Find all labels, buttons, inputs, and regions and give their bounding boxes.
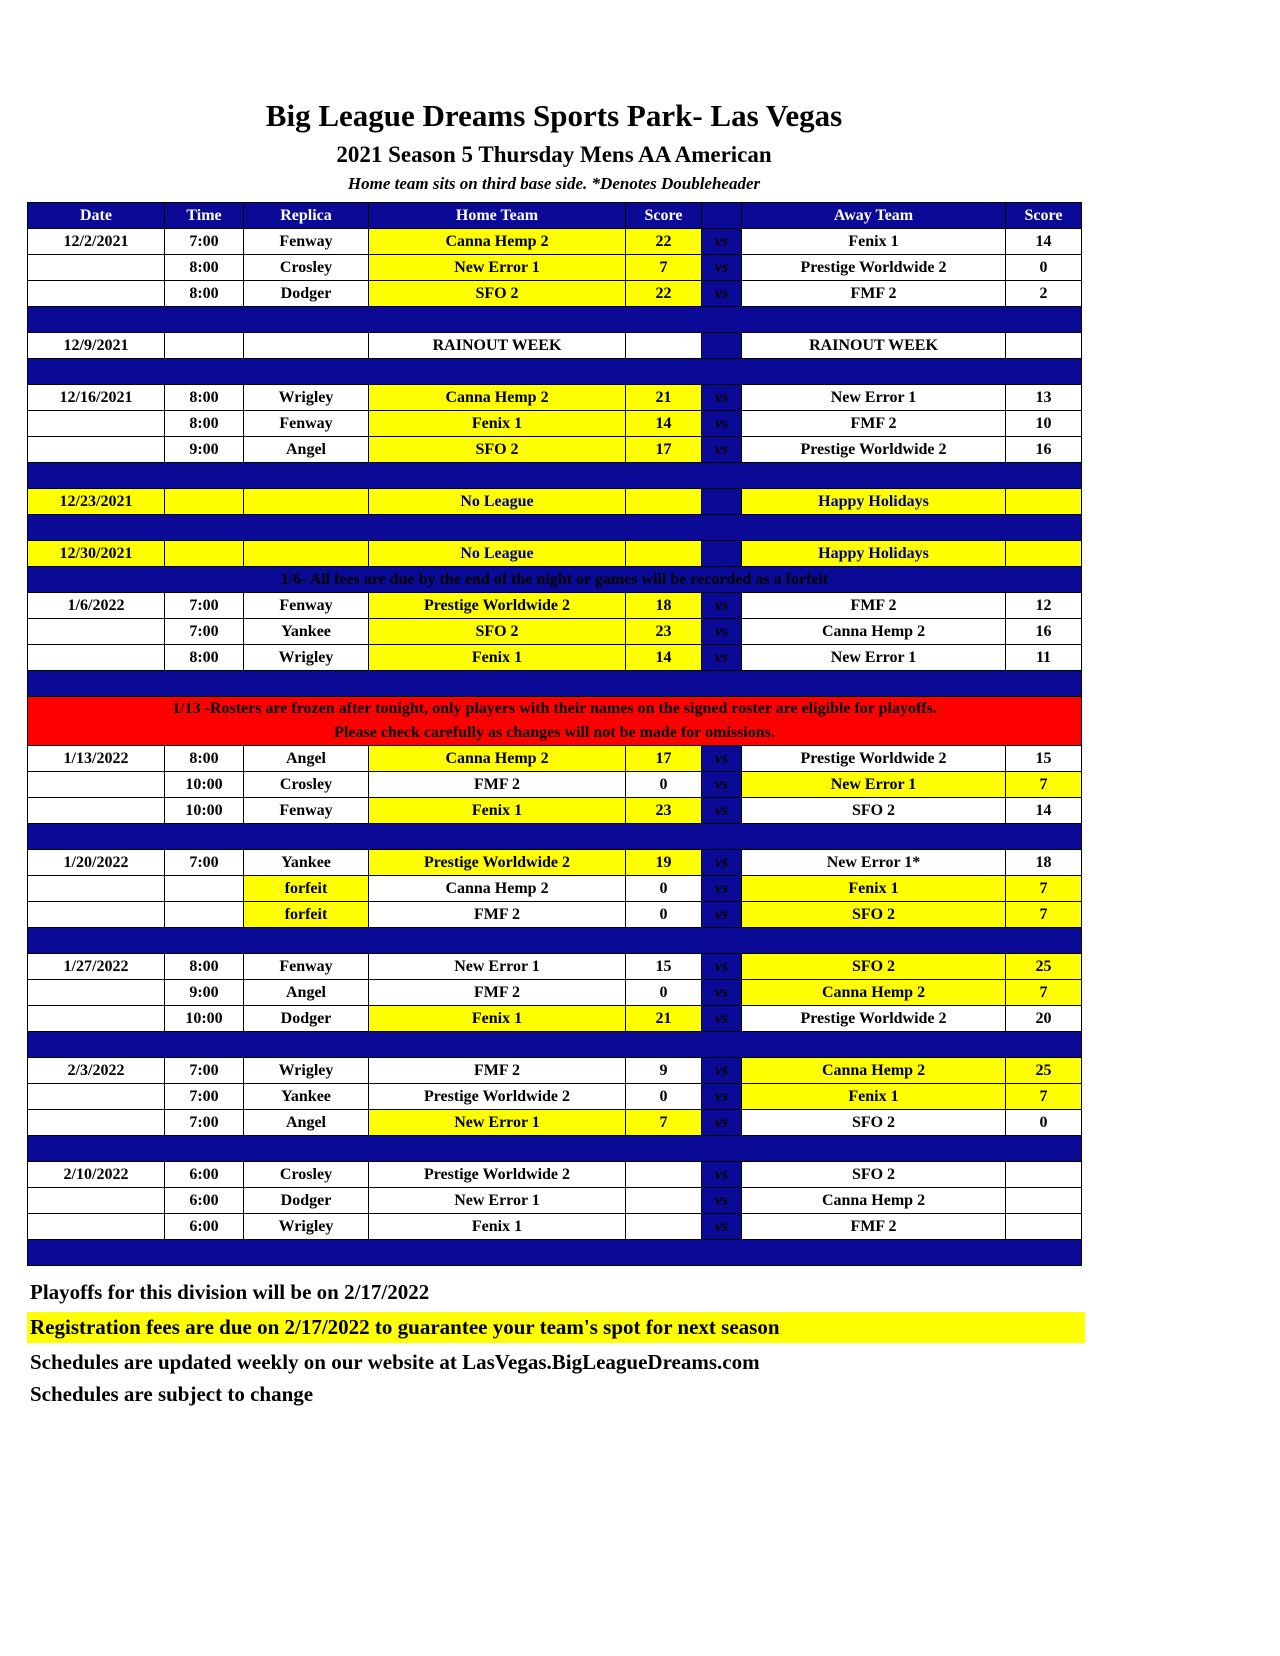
vs-cell: vs: [702, 619, 742, 645]
time-cell: [165, 876, 244, 902]
vs-cell: vs: [702, 1110, 742, 1136]
home-team-cell: FMF 2: [369, 1058, 626, 1084]
date-cell: [28, 281, 165, 307]
home-team-cell: New Error 1: [369, 954, 626, 980]
vs-cell: vs: [702, 593, 742, 619]
home-team-cell: No League: [369, 489, 626, 515]
date-cell: 2/10/2022: [28, 1162, 165, 1188]
alert-line: 1/13 -Rosters are frozen after tonight, only players with their names on the signed roster are eligible for playoffs.: [172, 700, 937, 717]
away-score-cell: 0: [1006, 1110, 1082, 1136]
vs-cell: vs: [702, 798, 742, 824]
replica-cell: Crosley: [244, 772, 369, 798]
home-score-cell: 22: [626, 229, 702, 255]
table-row-game: [28, 255, 1082, 281]
vs-cell: vs: [702, 902, 742, 928]
table-row-game: [28, 593, 1082, 619]
date-cell: [28, 1084, 165, 1110]
table-row-game: [28, 850, 1082, 876]
column-header-vs: [702, 203, 742, 229]
table-row-holiday: [28, 541, 1082, 567]
date-cell: [28, 437, 165, 463]
header-row: [28, 203, 1082, 229]
replica-cell: Fenway: [244, 411, 369, 437]
spacer-row: [28, 1032, 1082, 1058]
replica-cell: Fenway: [244, 798, 369, 824]
table-row-game: [28, 281, 1082, 307]
spacer-row: [28, 515, 1082, 541]
date-cell: 12/2/2021: [28, 229, 165, 255]
away-score-cell: 25: [1006, 1058, 1082, 1084]
spacer-row: [28, 1136, 1082, 1162]
replica-cell: Crosley: [244, 1162, 369, 1188]
schedule-table: [27, 202, 1082, 1266]
replica-cell: Wrigley: [244, 645, 369, 671]
home-score-cell: [626, 541, 702, 567]
home-score-cell: [626, 1188, 702, 1214]
home-score-cell: [626, 333, 702, 359]
home-score-cell: 0: [626, 1084, 702, 1110]
table-row-game: [28, 1084, 1082, 1110]
away-score-cell: 18: [1006, 850, 1082, 876]
spacer-row: [28, 359, 1082, 385]
date-cell: [28, 1110, 165, 1136]
date-cell: 12/9/2021: [28, 333, 165, 359]
away-team-cell: Happy Holidays: [742, 489, 1006, 515]
home-team-cell: FMF 2: [369, 772, 626, 798]
replica-cell: forfeit: [244, 902, 369, 928]
replica-cell: Angel: [244, 746, 369, 772]
replica-cell: Angel: [244, 980, 369, 1006]
time-cell: 7:00: [165, 850, 244, 876]
away-score-cell: 7: [1006, 902, 1082, 928]
home-team-cell: Fenix 1: [369, 411, 626, 437]
away-team-cell: SFO 2: [742, 798, 1006, 824]
home-score-cell: 23: [626, 619, 702, 645]
time-cell: 7:00: [165, 619, 244, 645]
table-row-spacer: [28, 515, 1082, 541]
replica-cell: [244, 541, 369, 567]
time-cell: 8:00: [165, 385, 244, 411]
date-cell: [28, 798, 165, 824]
vs-cell: vs: [702, 746, 742, 772]
table-row-game: [28, 902, 1082, 928]
page-subtitle: 2021 Season 5 Thursday Mens AA American: [336, 142, 772, 167]
vs-cell: [702, 333, 742, 359]
away-team-cell: Canna Hemp 2: [742, 1188, 1006, 1214]
table-row-game: [28, 619, 1082, 645]
table-row-game: [28, 980, 1082, 1006]
replica-cell: [244, 333, 369, 359]
date-cell: 1/27/2022: [28, 954, 165, 980]
away-team-cell: Canna Hemp 2: [742, 619, 1006, 645]
column-header-date: Date: [28, 203, 165, 229]
table-body: [28, 229, 1082, 1266]
home-team-cell: Prestige Worldwide 2: [369, 593, 626, 619]
time-cell: 8:00: [165, 954, 244, 980]
home-score-cell: 23: [626, 798, 702, 824]
vs-cell: vs: [702, 1162, 742, 1188]
vs-cell: vs: [702, 411, 742, 437]
home-team-cell: Prestige Worldwide 2: [369, 850, 626, 876]
date-cell: 12/23/2021: [28, 489, 165, 515]
replica-cell: Fenway: [244, 229, 369, 255]
roster-freeze-alert: [28, 697, 1082, 746]
spacer-row: [28, 928, 1082, 954]
replica-cell: forfeit: [244, 876, 369, 902]
time-cell: [165, 489, 244, 515]
time-cell: 8:00: [165, 411, 244, 437]
home-team-cell: Canna Hemp 2: [369, 385, 626, 411]
time-cell: 7:00: [165, 1084, 244, 1110]
column-header-home-team: Home Team: [369, 203, 626, 229]
date-cell: 1/20/2022: [28, 850, 165, 876]
away-score-cell: 15: [1006, 746, 1082, 772]
away-team-cell: Prestige Worldwide 2: [742, 746, 1006, 772]
playoffs-note: Playoffs for this division will be on 2/17/2022: [30, 1280, 430, 1304]
column-header-home-score: Score: [626, 203, 702, 229]
vs-cell: vs: [702, 385, 742, 411]
subject-to-change-note: Schedules are subject to change: [30, 1382, 314, 1406]
time-cell: 6:00: [165, 1162, 244, 1188]
replica-cell: Angel: [244, 1110, 369, 1136]
vs-cell: vs: [702, 850, 742, 876]
replica-cell: Yankee: [244, 1084, 369, 1110]
table-row-spacer: [28, 359, 1082, 385]
vs-cell: [702, 541, 742, 567]
table-row-holiday: [28, 489, 1082, 515]
home-team-cell: Canna Hemp 2: [369, 746, 626, 772]
vs-cell: vs: [702, 229, 742, 255]
away-score-cell: 11: [1006, 645, 1082, 671]
away-score-cell: 14: [1006, 798, 1082, 824]
away-team-cell: SFO 2: [742, 954, 1006, 980]
away-score-cell: [1006, 1214, 1082, 1240]
away-team-cell: New Error 1: [742, 772, 1006, 798]
date-cell: [28, 619, 165, 645]
time-cell: [165, 902, 244, 928]
away-score-cell: 20: [1006, 1006, 1082, 1032]
away-score-cell: [1006, 1162, 1082, 1188]
home-score-cell: 15: [626, 954, 702, 980]
column-header-away-team: Away Team: [742, 203, 1006, 229]
table-header: [28, 203, 1082, 229]
away-team-cell: Prestige Worldwide 2: [742, 1006, 1006, 1032]
vs-cell: vs: [702, 772, 742, 798]
page-title: Big League Dreams Sports Park- Las Vegas: [265, 98, 843, 133]
away-score-cell: 2: [1006, 281, 1082, 307]
home-score-cell: 21: [626, 1006, 702, 1032]
time-cell: [165, 333, 244, 359]
time-cell: 10:00: [165, 798, 244, 824]
away-team-cell: FMF 2: [742, 281, 1006, 307]
away-team-cell: FMF 2: [742, 1214, 1006, 1240]
replica-cell: Wrigley: [244, 1058, 369, 1084]
table-row-game: [28, 1188, 1082, 1214]
home-team-cell: SFO 2: [369, 619, 626, 645]
home-team-cell: SFO 2: [369, 437, 626, 463]
time-cell: 8:00: [165, 281, 244, 307]
replica-cell: Dodger: [244, 1006, 369, 1032]
table-row-game: [28, 1058, 1082, 1084]
away-score-cell: [1006, 489, 1082, 515]
table-row-game: [28, 876, 1082, 902]
home-score-cell: 7: [626, 1110, 702, 1136]
vs-cell: vs: [702, 1058, 742, 1084]
date-cell: [28, 980, 165, 1006]
away-team-cell: SFO 2: [742, 902, 1006, 928]
vs-cell: vs: [702, 255, 742, 281]
alert-line: Please check carefully as changes will not be made for omissions.: [334, 724, 775, 741]
home-score-cell: 0: [626, 876, 702, 902]
away-team-cell: Canna Hemp 2: [742, 1058, 1006, 1084]
table-row-game: [28, 1110, 1082, 1136]
home-score-cell: 14: [626, 411, 702, 437]
replica-cell: Yankee: [244, 619, 369, 645]
home-score-cell: 19: [626, 850, 702, 876]
vs-cell: vs: [702, 876, 742, 902]
table-row-game: [28, 1214, 1082, 1240]
table-row-game: [28, 437, 1082, 463]
date-cell: [28, 876, 165, 902]
time-cell: 9:00: [165, 980, 244, 1006]
spacer-row: [28, 671, 1082, 697]
replica-cell: Wrigley: [244, 385, 369, 411]
table-row-spacer: [28, 671, 1082, 697]
table-row-spacer: [28, 463, 1082, 489]
time-cell: 10:00: [165, 1006, 244, 1032]
table-row-notice: [28, 567, 1082, 593]
home-team-cell: Canna Hemp 2: [369, 229, 626, 255]
away-team-cell: RAINOUT WEEK: [742, 333, 1006, 359]
spacer-row: [28, 307, 1082, 333]
page-note: Home team sits on third base side. *Denotes Doubleheader: [347, 174, 761, 193]
home-team-cell: Fenix 1: [369, 798, 626, 824]
replica-cell: Yankee: [244, 850, 369, 876]
table-row-spacer: [28, 928, 1082, 954]
vs-cell: vs: [702, 1084, 742, 1110]
table-row-game: [28, 798, 1082, 824]
date-cell: [28, 1006, 165, 1032]
home-score-cell: 0: [626, 902, 702, 928]
home-score-cell: 17: [626, 437, 702, 463]
home-team-cell: New Error 1: [369, 1110, 626, 1136]
away-score-cell: 25: [1006, 954, 1082, 980]
replica-cell: Angel: [244, 437, 369, 463]
table-row-spacer: [28, 1136, 1082, 1162]
away-team-cell: Canna Hemp 2: [742, 980, 1006, 1006]
registration-note: Registration fees are due on 2/17/2022 to guarantee your team's spot for next season: [27, 1312, 1085, 1343]
away-score-cell: [1006, 541, 1082, 567]
away-score-cell: [1006, 1188, 1082, 1214]
table-row-spacer: [28, 307, 1082, 333]
date-cell: 1/6/2022: [28, 593, 165, 619]
date-cell: [28, 645, 165, 671]
away-team-cell: FMF 2: [742, 411, 1006, 437]
vs-cell: vs: [702, 281, 742, 307]
away-team-cell: SFO 2: [742, 1110, 1006, 1136]
away-score-cell: 7: [1006, 876, 1082, 902]
away-score-cell: [1006, 333, 1082, 359]
home-score-cell: 14: [626, 645, 702, 671]
spacer-row: [28, 463, 1082, 489]
time-cell: 8:00: [165, 645, 244, 671]
away-score-cell: 14: [1006, 229, 1082, 255]
time-cell: 8:00: [165, 255, 244, 281]
date-cell: [28, 1188, 165, 1214]
away-score-cell: 16: [1006, 619, 1082, 645]
away-team-cell: Prestige Worldwide 2: [742, 255, 1006, 281]
table-row-rainout: [28, 333, 1082, 359]
home-team-cell: RAINOUT WEEK: [369, 333, 626, 359]
away-team-cell: Happy Holidays: [742, 541, 1006, 567]
table-row-game: [28, 746, 1082, 772]
vs-cell: [702, 489, 742, 515]
home-score-cell: [626, 1214, 702, 1240]
website-note: Schedules are updated weekly on our website at LasVegas.BigLeagueDreams.com: [30, 1350, 760, 1374]
home-team-cell: Prestige Worldwide 2: [369, 1084, 626, 1110]
table-row-game: [28, 1162, 1082, 1188]
date-cell: [28, 411, 165, 437]
time-cell: 8:00: [165, 746, 244, 772]
date-cell: 12/30/2021: [28, 541, 165, 567]
home-score-cell: 0: [626, 772, 702, 798]
home-team-cell: Fenix 1: [369, 645, 626, 671]
table-row-game: [28, 772, 1082, 798]
vs-cell: vs: [702, 1214, 742, 1240]
table-row-game: [28, 411, 1082, 437]
away-score-cell: 10: [1006, 411, 1082, 437]
home-score-cell: 17: [626, 746, 702, 772]
away-team-cell: New Error 1*: [742, 850, 1006, 876]
date-cell: [28, 1214, 165, 1240]
home-team-cell: New Error 1: [369, 255, 626, 281]
home-team-cell: Prestige Worldwide 2: [369, 1162, 626, 1188]
date-cell: 1/13/2022: [28, 746, 165, 772]
away-team-cell: Fenix 1: [742, 876, 1006, 902]
away-team-cell: New Error 1: [742, 645, 1006, 671]
time-cell: 7:00: [165, 1110, 244, 1136]
home-score-cell: [626, 1162, 702, 1188]
away-team-cell: Fenix 1: [742, 1084, 1006, 1110]
home-score-cell: 22: [626, 281, 702, 307]
date-cell: [28, 772, 165, 798]
spacer-row: [28, 824, 1082, 850]
spacer-row: [28, 1240, 1082, 1266]
replica-cell: Fenway: [244, 593, 369, 619]
home-team-cell: SFO 2: [369, 281, 626, 307]
away-score-cell: 13: [1006, 385, 1082, 411]
time-cell: 7:00: [165, 1058, 244, 1084]
home-team-cell: No League: [369, 541, 626, 567]
home-score-cell: 7: [626, 255, 702, 281]
home-team-cell: Fenix 1: [369, 1006, 626, 1032]
home-score-cell: 9: [626, 1058, 702, 1084]
home-score-cell: 21: [626, 385, 702, 411]
home-score-cell: 0: [626, 980, 702, 1006]
table-row-game: [28, 954, 1082, 980]
time-cell: [165, 541, 244, 567]
home-team-cell: FMF 2: [369, 980, 626, 1006]
home-score-cell: 18: [626, 593, 702, 619]
table-row-spacer: [28, 1032, 1082, 1058]
home-team-cell: FMF 2: [369, 902, 626, 928]
vs-cell: vs: [702, 645, 742, 671]
table-row-spacer: [28, 1240, 1082, 1266]
away-score-cell: 0: [1006, 255, 1082, 281]
time-cell: 7:00: [165, 229, 244, 255]
time-cell: 6:00: [165, 1214, 244, 1240]
column-header-away-score: Score: [1006, 203, 1082, 229]
time-cell: 10:00: [165, 772, 244, 798]
replica-cell: Dodger: [244, 281, 369, 307]
vs-cell: vs: [702, 954, 742, 980]
away-team-cell: SFO 2: [742, 1162, 1006, 1188]
home-team-cell: Fenix 1: [369, 1214, 626, 1240]
table-row-spacer: [28, 824, 1082, 850]
column-header-replica: Replica: [244, 203, 369, 229]
vs-cell: vs: [702, 1188, 742, 1214]
away-score-cell: 12: [1006, 593, 1082, 619]
away-score-cell: 7: [1006, 980, 1082, 1006]
time-cell: 7:00: [165, 593, 244, 619]
column-header-time: Time: [165, 203, 244, 229]
replica-cell: Fenway: [244, 954, 369, 980]
footer: [27, 1280, 1085, 1407]
replica-cell: Dodger: [244, 1188, 369, 1214]
table-row-game: [28, 645, 1082, 671]
home-score-cell: [626, 489, 702, 515]
fees-notice: 1/6- All fees are due by the end of the night or games will be recorded as a forfeit: [28, 567, 1082, 593]
vs-cell: vs: [702, 980, 742, 1006]
date-cell: [28, 902, 165, 928]
time-cell: 6:00: [165, 1188, 244, 1214]
table-row-game: [28, 385, 1082, 411]
vs-cell: vs: [702, 1006, 742, 1032]
away-score-cell: 16: [1006, 437, 1082, 463]
replica-cell: [244, 489, 369, 515]
home-team-cell: New Error 1: [369, 1188, 626, 1214]
vs-cell: vs: [702, 437, 742, 463]
time-cell: 9:00: [165, 437, 244, 463]
table-row-game: [28, 1006, 1082, 1032]
home-team-cell: Canna Hemp 2: [369, 876, 626, 902]
away-team-cell: New Error 1: [742, 385, 1006, 411]
date-cell: [28, 255, 165, 281]
away-team-cell: FMF 2: [742, 593, 1006, 619]
date-cell: 12/16/2021: [28, 385, 165, 411]
away-score-cell: 7: [1006, 772, 1082, 798]
away-team-cell: Fenix 1: [742, 229, 1006, 255]
table-row-game: [28, 229, 1082, 255]
away-team-cell: Prestige Worldwide 2: [742, 437, 1006, 463]
date-cell: 2/3/2022: [28, 1058, 165, 1084]
away-score-cell: 7: [1006, 1084, 1082, 1110]
table-row-alert: [28, 697, 1082, 746]
replica-cell: Crosley: [244, 255, 369, 281]
replica-cell: Wrigley: [244, 1214, 369, 1240]
